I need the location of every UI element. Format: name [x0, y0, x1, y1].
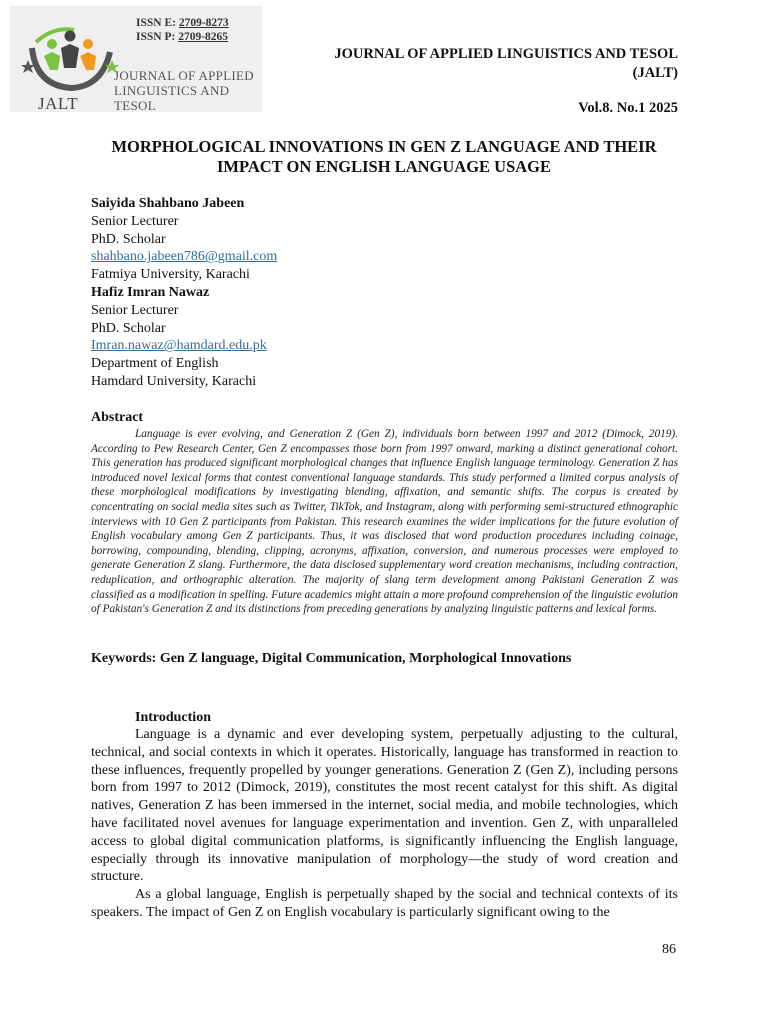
- author-2-degree: PhD. Scholar: [91, 320, 166, 336]
- author-2-role: Senior Lecturer: [91, 302, 179, 318]
- author-1-name: Saiyida Shahbano Jabeen: [91, 196, 245, 211]
- journal-title-abbrev: (JALT): [632, 65, 678, 81]
- logo-journal-name: JOURNAL OF APPLIED LINGUISTICS AND TESOL: [114, 68, 254, 113]
- introduction-paragraph-2: As a global language, English is perpetually shaped by the social and technical contexts of its speakers. The impact of Gen Z on English vocabulary is particularly significant owing to the: [91, 887, 678, 920]
- introduction-paragraph-1: Language is a dynamic and ever developing system, perpetually adjusting to the cultural, technical, and social contexts in which it operates. Historically, language has transformed in reaction to these influences, frequently propelled by younger generations. Generation Z (Gen Z), including persons born from 1997 to 2012 (Dimock, 2019), constitutes the most recent catalyst for this shift. As digital natives, Generation Z has been immersed in the internet, social media, and mobile technologies, which have facilitated novel avenues for language experimentation and invention. Gen Z, with unparalleled access to global digital communication platforms, is significantly influencing the English language, especially through its innovative manipulation of morphology—the study of word creation and structure.: [91, 727, 678, 885]
- volume-issue: Vol.8. No.1 2025: [578, 100, 678, 116]
- issn-e-value: 2709-8273: [178, 17, 229, 29]
- author-1-email-link[interactable]: shahbano.jabeen786@gmail.com: [91, 249, 278, 265]
- author-2-name: Hafiz Imran Nawaz: [91, 284, 210, 300]
- abstract-heading: Abstract: [91, 410, 144, 425]
- journal-logo: [10, 6, 262, 112]
- keywords: Keywords: Gen Z language, Digital Communication, Morphological Innovations: [91, 651, 572, 666]
- issn-electronic: [136, 17, 229, 29]
- author-1-degree: PhD. Scholar: [91, 231, 166, 247]
- page-number: 86: [662, 942, 676, 957]
- introduction-heading: Introduction: [135, 710, 211, 725]
- issn-e-label: ISSN E:: [136, 17, 176, 29]
- paper-title: MORPHOLOGICAL INNOVATIONS IN GEN Z LANGUAGE AND THEIR IMPACT ON ENGLISH LANGUAGE USAGE: [111, 137, 657, 176]
- author-block: [91, 195, 691, 391]
- author-1-affiliation: Fatmiya University, Karachi: [91, 267, 250, 283]
- issn-p-value: 2709-8265: [178, 31, 229, 43]
- issn-p-label: ISSN P:: [136, 31, 176, 43]
- abstract-body: Language is ever evolving, and Generation Z (Gen Z), individuals born between 1997 and 2012 (Dimock, 2019). According to Pew Research Center, Gen Z encompasses those born from 1997 onward, marking a distinct generational cohort. This generation has produced significant morphological changes that influence English language terminology. Generation Z has introduced novel lexical forms that contest conventional language standards. This study performed a limited corpus analysis of these morphological modifications by investigating blending, affixation, and semantic shifts. The corpus is created by concentrating on social media sites such as Twitter, TikTok, and Instagram, along with performing semi-structured ethnographic interviews with 10 Gen Z participants from Pakistan. This research examines the wider implications for the future evolution of English vocabulary among Gen Z participants. Thus, it was disclosed that word production procedures including coinage, borrowing, compounding, blending, clipping, acronyms, affixation, conversion, and numerous processes were employed to generate Generation Z slang. Furthermore, the data disclosed supplementary word creation mechanisms, including contraction, reduplication, and orthographic alteration. The majority of slang term development among Pakistani Generation Z was classified as a modification in spelling. Future academics might attain a more profound comprehension of the linguistic evolution of Pakistan's Generation Z and its distinctions from preceding generations by analyzing linguistic patterns and lexical forms.: [91, 428, 678, 616]
- journal-title-name: JOURNAL OF APPLIED LINGUISTICS AND TESOL: [334, 46, 678, 62]
- author-2-department: Department of English: [91, 356, 219, 372]
- journal-title: [334, 45, 678, 83]
- author-2-email-link[interactable]: Imran.nawaz@hamdard.edu.pk: [91, 338, 267, 354]
- author-2-affiliation: Hamdard University, Karachi: [91, 373, 257, 389]
- logo-abbrev: JALT: [38, 94, 79, 113]
- author-1-role: Senior Lecturer: [91, 213, 179, 229]
- introduction-body: [91, 726, 678, 922]
- issn-print: [136, 31, 228, 43]
